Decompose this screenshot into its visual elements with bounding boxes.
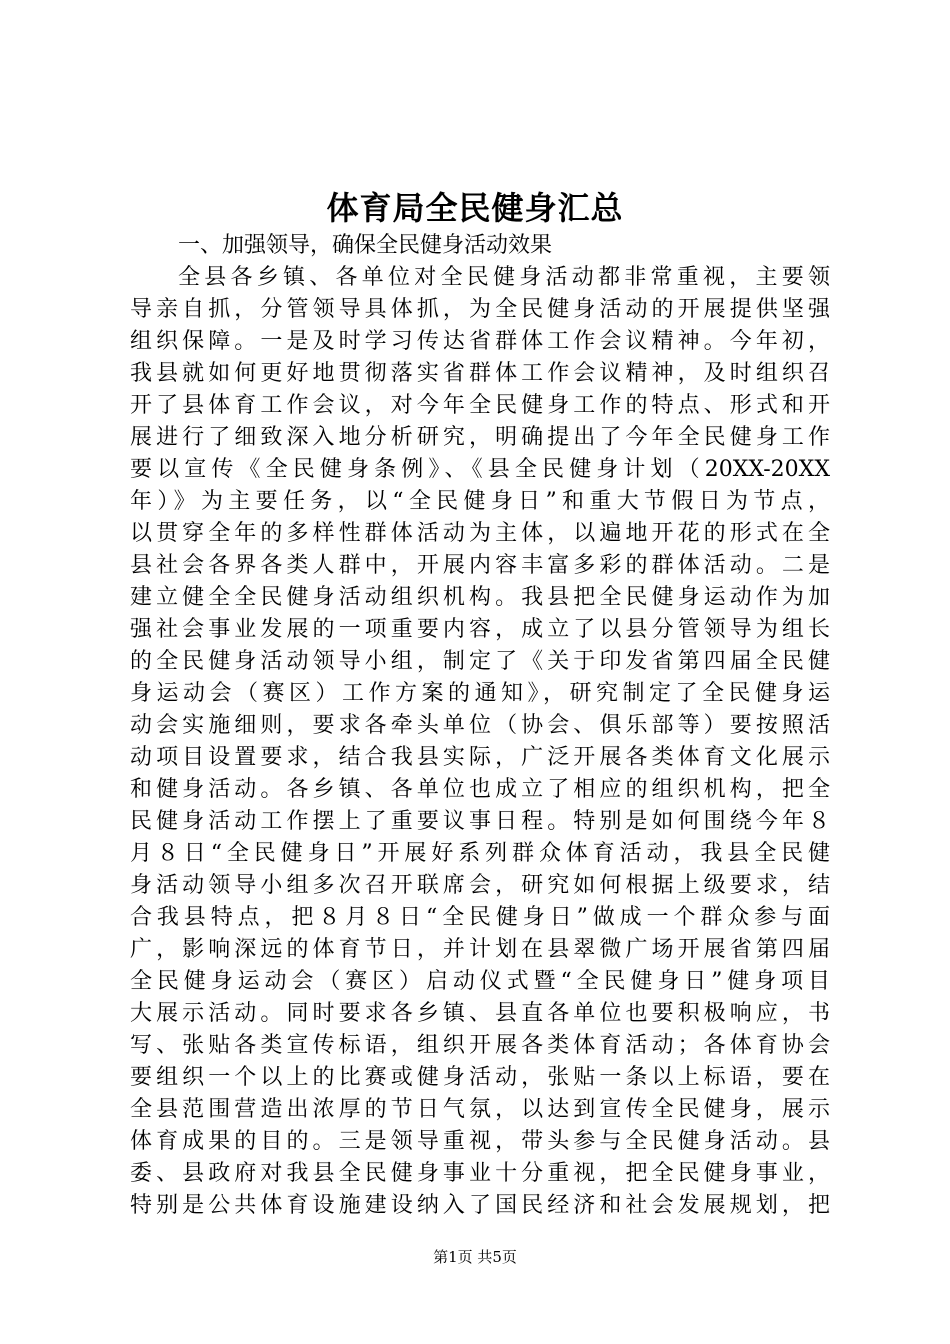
body-line: 和健身活动。各乡镇、各单位也成立了相应的组织机构，把全 — [130, 777, 830, 802]
body-line: 动会实施细则，要求各牵头单位（协会、俱乐部等）要按照活 — [130, 713, 830, 738]
body-line: 写、张贴各类宣传标语，组织开展各类体育活动；各体育协会 — [130, 1033, 830, 1058]
body-line: 身活动领导小组多次召开联席会，研究如何根据上级要求，结 — [130, 873, 830, 898]
body-line: 组织保障。一是及时学习传达省群体工作会议精神。今年初， — [130, 329, 830, 354]
body-line: 年）》为主要任务，以“全民健身日”和重大节假日为节点， — [130, 489, 830, 514]
body-line: 委、县政府对我县全民健身事业十分重视，把全民健身事业， — [130, 1161, 830, 1186]
document-title: 体育局全民健身汇总 — [326, 189, 624, 227]
body-line: 强社会事业发展的一项重要内容，成立了以县分管领导为组长 — [130, 617, 830, 642]
body-line: 导亲自抓，分管领导具体抓，为全民健身活动的开展提供坚强 — [130, 297, 830, 322]
body-line: 动项目设置要求，结合我县实际，广泛开展各类体育文化展示 — [130, 745, 830, 770]
body-line: 展进行了细致深入地分析研究，明确提出了今年全民健身工作 — [130, 425, 830, 450]
body-line: 特别是公共体育设施建设纳入了国民经济和社会发展规划，把 — [130, 1193, 830, 1218]
body-line: 月８日“全民健身日”开展好系列群众体育活动，我县全民健 — [130, 841, 830, 866]
body-line: 全民健身运动会（赛区）启动仪式暨“全民健身日”健身项目 — [130, 969, 830, 994]
body-paragraph — [130, 262, 830, 1222]
body-line: 全县各乡镇、各单位对全民健身活动都非常重视，主要领 — [178, 265, 830, 290]
section-heading: 一、加强领导，确保全民健身活动效果 — [178, 233, 553, 258]
body-line: 广，影响深远的体育节日，并计划在县翠微广场开展省第四届 — [130, 937, 830, 962]
body-line: 的全民健身活动领导小组，制定了《关于印发省第四届全民健 — [130, 649, 830, 674]
body-line: 建立健全全民健身活动组织机构。我县把全民健身运动作为加 — [130, 585, 830, 610]
body-line: 以贯穿全年的多样性群体活动为主体，以遍地开花的形式在全 — [130, 521, 830, 546]
body-line: 要以宣传《全民健身条例》、《县全民健身计划（20XX-20XX — [130, 457, 830, 482]
body-line: 县社会各界各类人群中，开展内容丰富多彩的群体活动。二是 — [130, 553, 830, 578]
body-line: 我县就如何更好地贯彻落实省群体工作会议精神，及时组织召 — [130, 361, 830, 386]
body-line: 身运动会（赛区）工作方案的通知》，研究制定了全民健身运 — [130, 681, 830, 706]
body-line: 要组织一个以上的比赛或健身活动，张贴一条以上标语，要在 — [130, 1065, 830, 1090]
body-line: 开了县体育工作会议，对今年全民健身工作的特点、形式和开 — [130, 393, 830, 418]
body-line: 大展示活动。同时要求各乡镇、县直各单位也要积极响应，书 — [130, 1001, 830, 1026]
body-line: 合我县特点，把８月８日“全民健身日”做成一个群众参与面 — [130, 905, 830, 930]
body-line: 民健身活动工作摆上了重要议事日程。特别是如何围绕今年８ — [130, 809, 830, 834]
body-line: 全县范围营造出浓厚的节日气氛，以达到宣传全民健身，展示 — [130, 1097, 830, 1122]
body-line: 体育成果的目的。三是领导重视，带头参与全民健身活动。县 — [130, 1129, 830, 1154]
page-footer: 第1页 共5页 — [433, 1248, 517, 1266]
